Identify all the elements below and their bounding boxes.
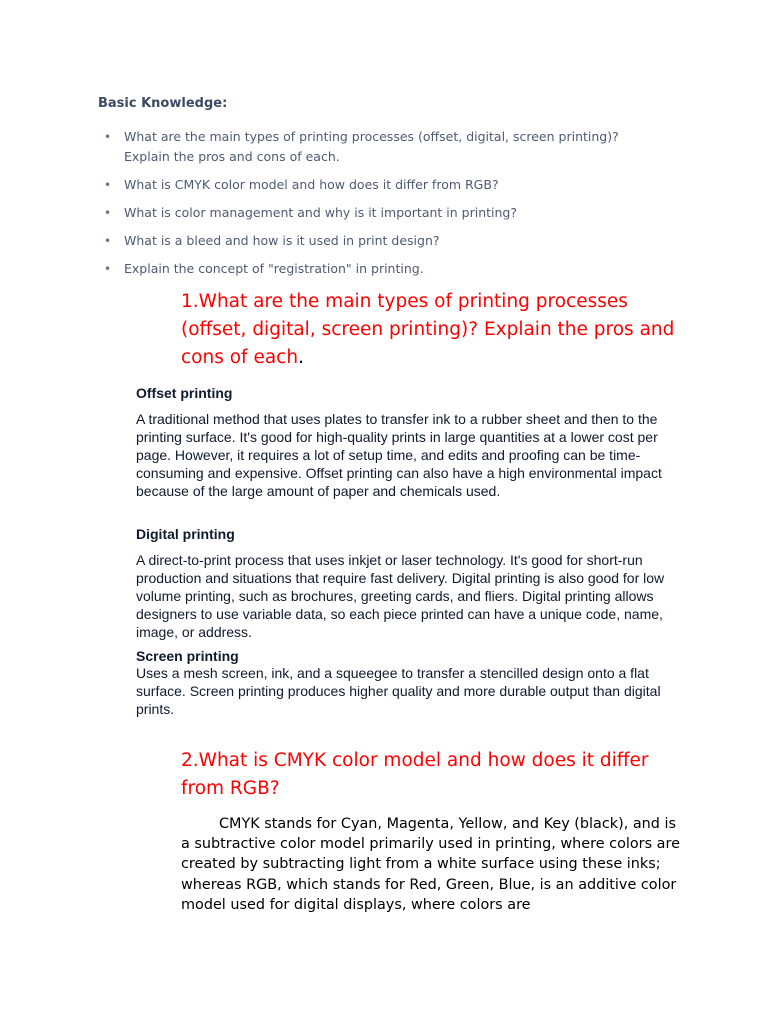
question-1-text: 1.What are the main types of printing processes (offset, digital, screen printing)? Explain the pros and cons of each [181, 291, 675, 368]
section-title: Screen printing [136, 648, 239, 664]
cmyk-answer-paragraph: CMYK stands for Cyan, Magenta, Yellow, and Key (black), and is a subtractive color model primarily used in printing, where colors are created by subtracting light from a white surface using these inks; whereas RGB, which stands for Red, Green, Blue, is an additive color model used for digital displays, where colors are [181, 816, 680, 913]
list-item-text: What is CMYK color model and how does it differ from RGB? [124, 177, 499, 192]
list-item [100, 175, 660, 195]
section-body: Uses a mesh screen, ink, and a squeegee to transfer a stencilled design onto a flat surface. Screen printing produces higher quality and more durable output than digital prints. [136, 665, 661, 717]
list-item [100, 259, 660, 279]
bullet-icon: • [104, 262, 112, 276]
screen-printing-section [136, 647, 681, 719]
basic-knowledge-heading: Basic Knowledge: [98, 96, 228, 111]
list-item [100, 127, 660, 167]
question-1-heading [181, 288, 681, 372]
section-body: A traditional method that uses plates to transfer ink to a rubber sheet and then to the printing surface. It's good for high-quality prints in large quantities at a lower cost per page. However, it requires a lot of setup time, and edits and proofing can be time-consuming and expensive. Offset printing can also have a high environmental impact because of the large amount of paper and chemicals used. [136, 411, 662, 499]
question-2-heading: 2.What is CMYK color model and how does it differ from RGB? [181, 750, 649, 799]
offset-printing-section [136, 384, 681, 501]
bullet-icon: • [104, 130, 112, 144]
list-item-text: What is color management and why is it important in printing? [124, 205, 517, 220]
list-item [100, 203, 660, 223]
digital-printing-section [136, 525, 681, 642]
bullet-icon: • [104, 206, 112, 220]
bullet-icon: • [104, 178, 112, 192]
question-1-period: . [298, 347, 304, 368]
section-title: Digital printing [136, 526, 235, 542]
bullet-icon: • [104, 234, 112, 248]
list-item [100, 231, 660, 251]
section-body: A direct-to-print process that uses inkjet or laser technology. It's good for short-run production and situations that require fast delivery. Digital printing is also good for low volume printing, such as brochures, greeting cards, and fliers. Digital printing allows designers to use variable data, so each piece printed can have a unique code, name, image, or address. [136, 552, 665, 640]
list-item-text: Explain the concept of "registration" in printing. [124, 261, 424, 276]
section-title: Offset printing [136, 385, 233, 401]
list-item-text: What are the main types of printing processes (offset, digital, screen printing)? Explain the pros and cons of each. [124, 129, 619, 164]
list-item-text: What is a bleed and how is it used in print design? [124, 233, 440, 248]
basic-knowledge-list [100, 127, 660, 287]
